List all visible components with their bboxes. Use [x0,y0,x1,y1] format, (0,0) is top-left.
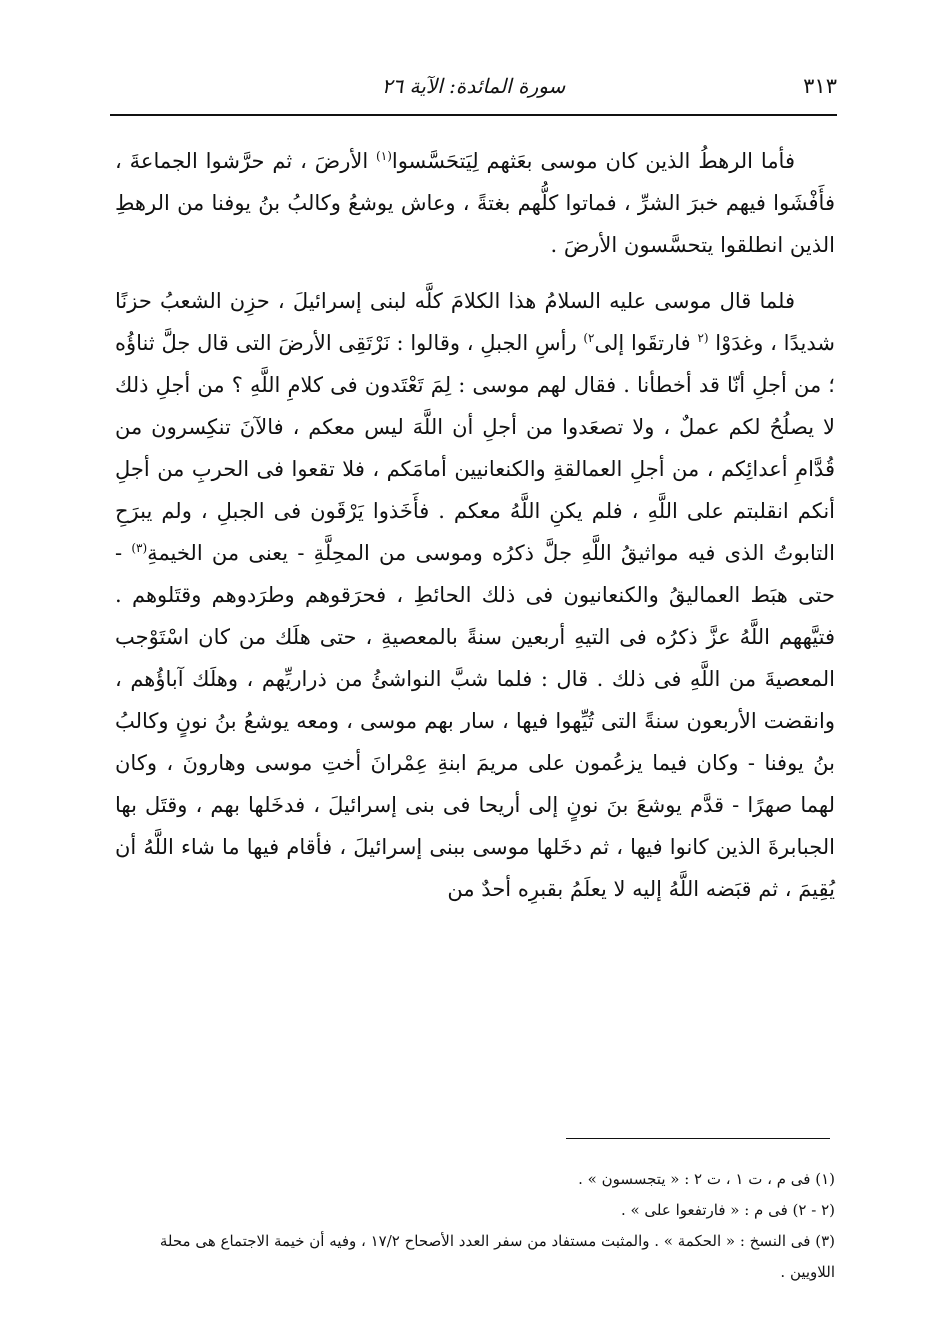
footnote-1: (١) فى م ، ت ١ ، ت ٢ : « يتجسسون » . [578,1170,835,1188]
footnote-marker-2-close: ٢) [583,331,595,345]
text-run: رأسِ الجبلِ ، وقالوا : نَرْتَقِى الأرضَ التى قال جلَّ ثناؤُه ؛ من أجلِ أنّا قد أخطأنا . فقال لهم موسى : لِمَ تَعْتَدون فى كلامِ اللَّهِ ؟ من أجلِ ذلك لا يصلُحُ لكم عملٌ ، ولا تصعَدوا من أجلِ أن اللَّهَ ليس معكم ، فالآنَ تنكِسرون من قُدَّامِ أعدائِكم ، من أجلِ العمالقةِ والكنعانيين أمامَكم ، فلا تقعوا فى الحربِ من أجلِ أنكم انقلبتم على اللَّهِ ، فلم يكنِ اللَّهُ معكم . فأَخَذوا يَرْقَون فى الجبلِ ، ولم يبرَحِ التابوتُ الذى فيه مواثيقُ اللَّهِ جلَّ ذكرُه وموسى من المحِلَّةِ - يعنى من الخيمةِ [115,331,835,565]
footnote-2: (٢ - ٢) فى م : « فارتفعوا على » . [620,1201,835,1219]
text-run: فلما قال موسى عليه السلامُ هذا الكلامَ كلَّه لبنى إسرائيلَ ، حزِن الشعبُ حزنًا شديدًا ، وغدَوْا [115,289,835,355]
paragraph-1 [115,140,835,266]
text-run: - حتى هبَط العماليقُ والكنعانيون فى ذلك الحائطِ ، فحرَقوهم وطرَدوهم وقتَلوهم . فتيَّههم اللَّهُ عزَّ ذكرُه فى التيهِ أربعين سنةً بالمعصيةِ ، حتى هلَك من كان اسْتَوْجب المعصيةَ من اللَّهِ فى ذلك . قال : فلما شبَّ النواشئُ من ذراريِّهم ، وهلَك آباؤُهم ، وانقضت الأربعون سنةً التى تُيِّهوا فيها ، سار بهم موسى ، ومعه يوشعُ بنُ نونٍ وكالبُ بنُ يوفنا - وكان فيما يزعُمون على مريمَ ابنةِ عِمْرانَ أختِ موسى وهارونَ ، وكان لهما صهرًا - قدَّم يوشعَ بنَ نونٍ إلى أريحا فى بنى إسرائيلَ ، فدخَلها بهم ، وقتَل بها الجبابرةَ الذين كانوا فيها ، ثم دخَلها موسى ببنى إسرائيلَ ، فأقام فيها ما شاء اللَّهُ أن يُقِيمَ ، ثم قبَضه اللَّهُ إليه لا يعلَمُ بقبرِه أحدٌ من [115,541,836,901]
footnote-marker-1: (١) [376,149,392,163]
text-run: فارتقَوا إلى [594,331,698,355]
header-rule [110,114,837,116]
paragraph-2 [115,280,835,910]
footnote-rule [566,1138,830,1139]
page-header [110,66,837,106]
footnote-marker-3: (٣) [131,541,148,555]
footnote-3: (٣) فى النسخ : « الحكمة » . والمثبت مستفاد من سفر العدد الأصحاح ١٧/٢ ، وفيه أن خيمة الاجتماع هى محلة اللاويين . [159,1232,835,1281]
text-run: فأما الرهطُ الذين كان موسى بعَثهم لِيَتحَسَّسوا [391,149,795,173]
footnote-marker-2-open: (٢ [697,331,709,345]
footnotes [115,1164,835,1288]
text-run: الأرضَ ، ثم حرَّشوا الجماعةَ ، فأَفْشَوا فيهم خبرَ الشرِّ ، فماتوا كلُّهم بغتةً ، وعاش يوشعُ وكالبُ بنُ يوفنا من الرهطِ الذين انطلقوا يتحسَّسون الأرضَ . [115,149,835,257]
main-text [115,140,835,910]
page-number: ٣١٣ [803,74,837,98]
running-title: سورة المائدة: الآية ٢٦ [381,74,566,98]
